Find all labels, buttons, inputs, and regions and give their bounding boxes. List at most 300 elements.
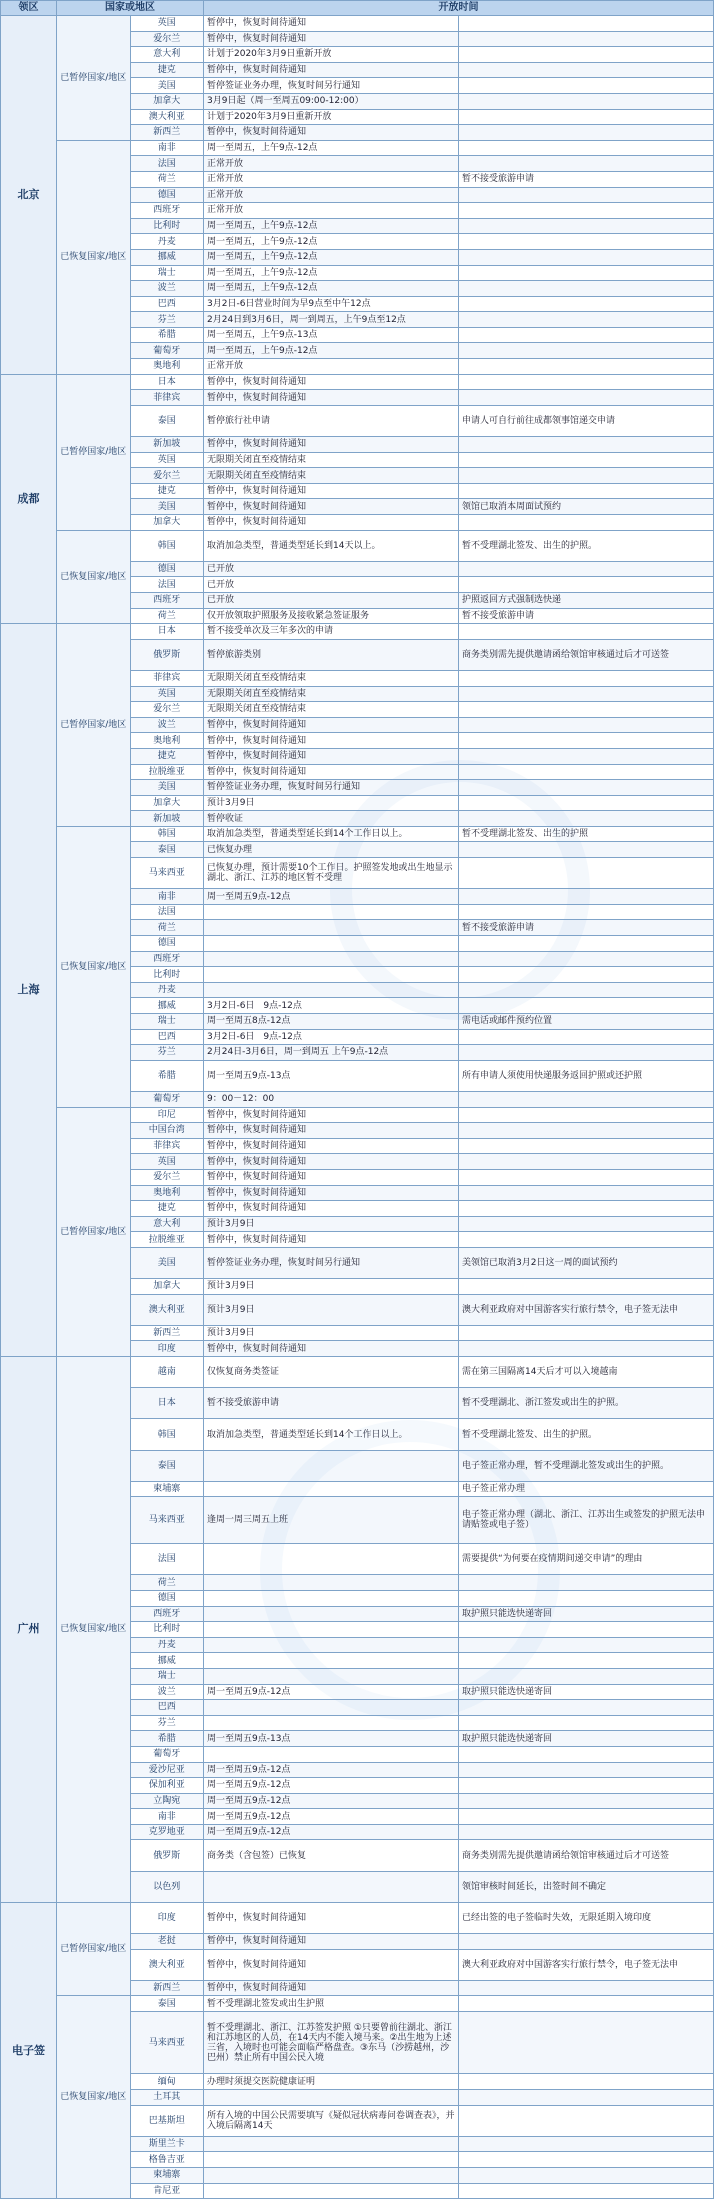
open-time-cell: 暂停签证业务办理，恢复时间另行通知 — [204, 1247, 459, 1278]
note-cell — [459, 62, 714, 78]
note-cell — [459, 483, 714, 499]
note-cell: 取护照只能选快递寄回 — [459, 1684, 714, 1700]
open-time-cell: 计划于2020年3月9日重新开放 — [204, 109, 459, 125]
country-cell: 希腊 — [130, 1060, 204, 1091]
note-cell — [459, 842, 714, 858]
status-group-cell: 已暂停国家/地区 — [57, 1107, 131, 1357]
open-time-cell: 预计3月9日 — [204, 795, 459, 811]
note-cell: 电子签正常办理（湖北、浙江、江苏出生或签发的护照无法申请贴签或电子签） — [459, 1497, 714, 1544]
note-cell — [459, 281, 714, 297]
country-cell: 韩国 — [130, 1419, 204, 1450]
open-time-cell: 暂停中，恢复时间待通知 — [204, 1934, 459, 1950]
open-time-cell: 暂停中，恢复时间待通知 — [204, 390, 459, 406]
open-time-cell: 周一至周五8点-12点 — [204, 1014, 459, 1030]
open-time-cell — [204, 2183, 459, 2199]
note-cell — [459, 889, 714, 905]
open-time-cell — [204, 1700, 459, 1716]
open-time-cell: 周一至周五，上午9点-12点 — [204, 234, 459, 250]
country-cell: 丹麦 — [130, 1637, 204, 1653]
open-time-cell: 暂停签证业务办理，恢复时间另行通知 — [204, 78, 459, 94]
country-cell: 英国 — [130, 452, 204, 468]
note-cell — [459, 967, 714, 983]
country-cell: 英国 — [130, 16, 204, 32]
open-time-cell: 周一至周五，上午9点-12点 — [204, 249, 459, 265]
country-cell: 菲律宾 — [130, 670, 204, 686]
note-cell — [459, 93, 714, 109]
note-cell — [459, 748, 714, 764]
open-time-cell: 周一至周五9点-12点 — [204, 1824, 459, 1840]
note-cell — [459, 296, 714, 312]
country-cell: 南非 — [130, 889, 204, 905]
open-time-cell: 取消加急类型，普通类型延长到14个工作日以上。 — [204, 1419, 459, 1450]
country-cell: 奥地利 — [130, 1185, 204, 1201]
open-time-cell — [204, 1590, 459, 1606]
country-cell: 肯尼亚 — [130, 2183, 204, 2199]
country-cell: 南非 — [130, 140, 204, 156]
country-cell: 斯里兰卡 — [130, 2136, 204, 2152]
country-cell: 挪威 — [130, 998, 204, 1014]
open-time-cell — [204, 2090, 459, 2106]
status-group-cell: 已暂停国家/地区 — [57, 1902, 131, 1996]
open-time-cell: 无限期关闭直至疫情结束 — [204, 452, 459, 468]
note-cell: 护照返回方式强制选快递 — [459, 592, 714, 608]
open-time-cell: 暂不接受旅游申请 — [204, 1388, 459, 1419]
open-time-cell: 商务类（含包签）已恢复 — [204, 1840, 459, 1871]
region-cell: 成都 — [1, 374, 57, 624]
open-time-cell: 暂停中，恢复时间待通知 — [204, 437, 459, 453]
country-cell: 新西兰 — [130, 1980, 204, 1996]
open-time-cell: 无限期关闭直至疫情结束 — [204, 670, 459, 686]
country-cell: 比利时 — [130, 1622, 204, 1638]
note-cell — [459, 1996, 714, 2012]
status-group-cell: 已暂停国家/地区 — [57, 16, 131, 141]
country-cell: 德国 — [130, 1590, 204, 1606]
open-time-cell: 已开放 — [204, 561, 459, 577]
country-cell: 希腊 — [130, 327, 204, 343]
country-cell: 菲律宾 — [130, 1138, 204, 1154]
note-cell: 暂不受理湖北签发、出生的护照。 — [459, 530, 714, 561]
note-cell — [459, 1325, 714, 1341]
status-group-cell: 已恢复国家/地区 — [57, 140, 131, 374]
note-cell — [459, 936, 714, 952]
note-cell — [459, 1107, 714, 1123]
country-cell: 柬埔寨 — [130, 2167, 204, 2183]
open-time-cell: 周一至周五9点-12点 — [204, 1778, 459, 1794]
note-cell — [459, 187, 714, 203]
open-time-cell: 暂停中，恢复时间待通知 — [204, 748, 459, 764]
open-time-cell: 暂停中，恢复时间待通知 — [204, 764, 459, 780]
open-time-cell: 周一至周五，上午9点-12点 — [204, 265, 459, 281]
country-cell: 奥地利 — [130, 733, 204, 749]
note-cell — [459, 1154, 714, 1170]
note-cell — [459, 1622, 714, 1638]
country-cell: 西班牙 — [130, 203, 204, 219]
country-cell: 芬兰 — [130, 312, 204, 328]
country-cell: 中国台湾 — [130, 1123, 204, 1139]
note-cell — [459, 16, 714, 32]
open-time-cell: 已恢复办理 — [204, 842, 459, 858]
open-time-cell: 3月9日起（周一至周五09:00-12:00） — [204, 93, 459, 109]
note-cell — [459, 904, 714, 920]
open-time-cell: 暂停中，恢复时间待通知 — [204, 483, 459, 499]
open-time-cell: 办理时须提交医院健康证明 — [204, 2074, 459, 2090]
open-time-cell: 暂停中，恢复时间待通知 — [204, 1154, 459, 1170]
country-cell: 爱尔兰 — [130, 702, 204, 718]
table-row — [1, 1996, 714, 2012]
country-cell: 印度 — [130, 1902, 204, 1933]
country-cell: 波兰 — [130, 281, 204, 297]
country-cell: 美国 — [130, 78, 204, 94]
open-time-cell: 预计3月9日 — [204, 1216, 459, 1232]
country-cell: 印度 — [130, 1341, 204, 1357]
open-time-cell: 正常开放 — [204, 156, 459, 172]
note-cell: 取护照只能选快递寄回 — [459, 1731, 714, 1747]
note-cell: 暂不受理湖北签发、出生的护照 — [459, 826, 714, 842]
country-cell: 日本 — [130, 1388, 204, 1419]
country-cell: 澳大利亚 — [130, 109, 204, 125]
country-cell: 波兰 — [130, 717, 204, 733]
note-cell: 电子签正常办理 — [459, 1481, 714, 1497]
note-cell: 需电话或邮件预约位置 — [459, 1014, 714, 1030]
open-time-cell: 取消加急类型，普通类型延长到14个工作日以上。 — [204, 826, 459, 842]
country-cell: 加拿大 — [130, 515, 204, 531]
note-cell: 商务类别需先提供邀请函给领馆审核通过后才可送签 — [459, 1840, 714, 1871]
open-time-cell — [204, 967, 459, 983]
open-time-cell: 2月24日到3月6日，周一到周五，上午9点至12点 — [204, 312, 459, 328]
note-cell: 申请人可自行前往成都领事馆递交申请 — [459, 405, 714, 436]
open-time-cell — [204, 1481, 459, 1497]
country-cell: 巴基斯坦 — [130, 2105, 204, 2136]
note-cell — [459, 1762, 714, 1778]
open-time-cell: 暂不受理湖北签发或出生护照 — [204, 1996, 459, 2012]
note-cell — [459, 156, 714, 172]
country-cell: 荷兰 — [130, 920, 204, 936]
country-cell: 加拿大 — [130, 795, 204, 811]
note-cell — [459, 343, 714, 359]
open-time-cell: 取消加急类型，普通类型延长到14天以上。 — [204, 530, 459, 561]
note-cell: 澳大利亚政府对中国游客实行旅行禁令，电子签无法申 — [459, 1294, 714, 1325]
country-cell: 葡萄牙 — [130, 1091, 204, 1107]
open-time-cell: 暂停中，恢复时间待通知 — [204, 374, 459, 390]
note-cell: 所有申请人须使用快递服务返回护照或还护照 — [459, 1060, 714, 1091]
open-time-cell: 暂停中，恢复时间待通知 — [204, 125, 459, 141]
open-time-cell: 暂停中，恢复时间待通知 — [204, 1138, 459, 1154]
country-cell: 爱沙尼亚 — [130, 1762, 204, 1778]
open-time-cell — [204, 1606, 459, 1622]
open-time-cell: 周一至周五9点-12点 — [204, 1809, 459, 1825]
note-cell — [459, 1668, 714, 1684]
open-time-cell: 9：00－12：00 — [204, 1091, 459, 1107]
open-time-cell: 暂停中，恢复时间待通知 — [204, 62, 459, 78]
note-cell — [459, 140, 714, 156]
note-cell — [459, 125, 714, 141]
open-time-cell: 已开放 — [204, 577, 459, 593]
note-cell — [459, 1279, 714, 1295]
note-cell — [459, 1980, 714, 1996]
country-cell: 缅甸 — [130, 2074, 204, 2090]
note-cell — [459, 1934, 714, 1950]
open-time-cell: 暂停中，恢复时间待通知 — [204, 515, 459, 531]
country-cell: 丹麦 — [130, 234, 204, 250]
note-cell: 取护照只能选快递寄回 — [459, 1606, 714, 1622]
table-body — [1, 16, 714, 2199]
open-time-cell — [204, 1653, 459, 1669]
header-country: 国家或地区 — [57, 1, 204, 16]
note-cell — [459, 811, 714, 827]
country-cell: 瑞士 — [130, 1668, 204, 1684]
country-cell: 意大利 — [130, 47, 204, 63]
country-cell: 马来西亚 — [130, 1497, 204, 1544]
open-time-cell: 暂不受理湖北、浙江、江苏签发护照 ①只要曾前往湖北、浙江和江苏地区的人员，在14天内不能入境马来。②出生地为上述三省，入境时也可能会面临严格盘查。③东马（沙捞越州，沙巴州）禁止所有中国公民入境 — [204, 2012, 459, 2074]
country-cell: 新加坡 — [130, 811, 204, 827]
country-cell: 马来西亚 — [130, 858, 204, 889]
note-cell: 领馆审核时间延长，出签时间不确定 — [459, 1871, 714, 1902]
open-time-cell: 无限期关闭直至疫情结束 — [204, 468, 459, 484]
note-cell — [459, 1045, 714, 1061]
note-cell — [459, 1201, 714, 1217]
country-cell: 英国 — [130, 686, 204, 702]
open-time-cell: 仅开放领取护照服务及接收紧急签证服务 — [204, 608, 459, 624]
country-cell: 比利时 — [130, 218, 204, 234]
country-cell: 新加坡 — [130, 437, 204, 453]
status-group-cell: 已暂停国家/地区 — [57, 624, 131, 827]
open-time-cell: 暂停中，恢复时间待通知 — [204, 1107, 459, 1123]
open-time-cell: 暂不接受单次及三年多次的申请 — [204, 624, 459, 640]
open-time-cell: 暂停中，恢复时间待通知 — [204, 717, 459, 733]
open-time-cell: 周一至周五，上午9点-12点 — [204, 281, 459, 297]
note-cell — [459, 624, 714, 640]
country-cell: 法国 — [130, 904, 204, 920]
region-cell: 上海 — [1, 624, 57, 1357]
note-cell — [459, 2105, 714, 2136]
country-cell: 瑞士 — [130, 1014, 204, 1030]
table-row — [1, 624, 714, 640]
note-cell — [459, 2136, 714, 2152]
open-time-cell: 周一至周五9点-12点 — [204, 889, 459, 905]
country-cell: 越南 — [130, 1357, 204, 1388]
open-time-cell — [204, 1575, 459, 1591]
open-time-cell: 3月2日-6日营业时间为早9点至中午12点 — [204, 296, 459, 312]
note-cell — [459, 2167, 714, 2183]
open-time-cell: 周一至周五9点-12点 — [204, 1762, 459, 1778]
open-time-cell: 暂停签证业务办理，恢复时间另行通知 — [204, 780, 459, 796]
open-time-cell: 逢周一周三周五上班 — [204, 1497, 459, 1544]
country-cell: 西班牙 — [130, 592, 204, 608]
open-time-cell — [204, 2136, 459, 2152]
country-cell: 加拿大 — [130, 1279, 204, 1295]
table-row — [1, 374, 714, 390]
open-time-cell: 暂停中，恢复时间待通知 — [204, 1341, 459, 1357]
open-time-cell: 暂停中，恢复时间待通知 — [204, 499, 459, 515]
country-cell: 德国 — [130, 187, 204, 203]
country-cell: 美国 — [130, 499, 204, 515]
open-time-cell: 周一至周五9点-13点 — [204, 1060, 459, 1091]
country-cell: 保加利亚 — [130, 1778, 204, 1794]
open-time-cell: 预计3月9日 — [204, 1325, 459, 1341]
open-time-cell: 2月24日-3月6日，周一到周五 上午9点-12点 — [204, 1045, 459, 1061]
note-cell — [459, 670, 714, 686]
note-cell — [459, 1138, 714, 1154]
note-cell: 美领馆已取消3月2日这一周的面试预约 — [459, 1247, 714, 1278]
country-cell: 马来西亚 — [130, 2012, 204, 2074]
country-cell: 泰国 — [130, 1450, 204, 1481]
country-cell: 韩国 — [130, 530, 204, 561]
country-cell: 克罗地亚 — [130, 1824, 204, 1840]
open-time-cell: 正常开放 — [204, 359, 459, 375]
note-cell — [459, 234, 714, 250]
note-cell: 电子签正常办理，暂不受理湖北签发或出生的护照。 — [459, 1450, 714, 1481]
open-time-cell — [204, 1871, 459, 1902]
country-cell: 巴西 — [130, 1029, 204, 1045]
note-cell — [459, 1232, 714, 1248]
note-cell: 暂不受理湖北签发、出生的护照。 — [459, 1419, 714, 1450]
open-time-cell: 仅恢复商务类签证 — [204, 1357, 459, 1388]
country-cell: 拉脱维亚 — [130, 764, 204, 780]
open-time-cell: 暂停收证 — [204, 811, 459, 827]
note-cell — [459, 733, 714, 749]
open-time-cell — [204, 2152, 459, 2168]
note-cell — [459, 203, 714, 219]
note-cell: 暂不受理湖北、浙江签发或出生的护照。 — [459, 1388, 714, 1419]
country-cell: 韩国 — [130, 826, 204, 842]
open-time-cell — [204, 982, 459, 998]
country-cell: 新西兰 — [130, 1325, 204, 1341]
note-cell — [459, 998, 714, 1014]
note-cell — [459, 78, 714, 94]
region-cell: 广州 — [1, 1357, 57, 1903]
note-cell: 领馆已取消本周面试预约 — [459, 499, 714, 515]
country-cell: 拉脱维亚 — [130, 1232, 204, 1248]
country-cell: 泰国 — [130, 405, 204, 436]
open-time-cell — [204, 1637, 459, 1653]
open-time-cell: 暂停中，恢复时间待通知 — [204, 1185, 459, 1201]
country-cell: 以色列 — [130, 1871, 204, 1902]
country-cell: 爱尔兰 — [130, 1169, 204, 1185]
open-time-cell: 周一至周五，上午9点-12点 — [204, 343, 459, 359]
open-time-cell: 所有入境的中国公民需要填写《疑似冠状病毒问卷调查表》，并入境后隔离14天 — [204, 2105, 459, 2136]
note-cell — [459, 327, 714, 343]
note-cell — [459, 561, 714, 577]
open-time-cell: 周一至周五，上午9点-12点 — [204, 218, 459, 234]
note-cell — [459, 2012, 714, 2074]
note-cell — [459, 1185, 714, 1201]
note-cell — [459, 47, 714, 63]
note-cell — [459, 1746, 714, 1762]
note-cell — [459, 265, 714, 281]
open-time-cell: 暂停中，恢复时间待通知 — [204, 1980, 459, 1996]
note-cell — [459, 577, 714, 593]
open-time-cell — [204, 1715, 459, 1731]
table-row — [1, 16, 714, 32]
region-cell: 电子签 — [1, 1902, 57, 2198]
note-cell — [459, 1169, 714, 1185]
header-row — [1, 1, 714, 16]
country-cell: 芬兰 — [130, 1045, 204, 1061]
country-cell: 美国 — [130, 780, 204, 796]
country-cell: 老挝 — [130, 1934, 204, 1950]
note-cell — [459, 764, 714, 780]
open-time-cell — [204, 951, 459, 967]
country-cell: 立陶宛 — [130, 1793, 204, 1809]
note-cell — [459, 1809, 714, 1825]
note-cell — [459, 312, 714, 328]
table-row — [1, 1357, 714, 1388]
country-cell: 波兰 — [130, 1684, 204, 1700]
open-time-cell: 正常开放 — [204, 203, 459, 219]
country-cell: 捷克 — [130, 748, 204, 764]
table-row — [1, 530, 714, 561]
open-time-cell — [204, 936, 459, 952]
note-cell — [459, 1824, 714, 1840]
note-cell — [459, 390, 714, 406]
note-cell: 澳大利亚政府对中国游客实行旅行禁令，电子签无法申 — [459, 1949, 714, 1980]
open-time-cell: 3月2日-6日 9点-12点 — [204, 1029, 459, 1045]
note-cell — [459, 1091, 714, 1107]
table-row — [1, 826, 714, 842]
note-cell — [459, 1793, 714, 1809]
note-cell: 商务类别需先提供邀请函给领馆审核通过后才可送签 — [459, 639, 714, 670]
note-cell — [459, 1653, 714, 1669]
table-row — [1, 1902, 714, 1933]
note-cell: 已经出签的电子签临时失效，无限延期入境印度 — [459, 1902, 714, 1933]
region-cell: 北京 — [1, 16, 57, 375]
note-cell — [459, 1341, 714, 1357]
open-time-cell — [204, 1668, 459, 1684]
note-cell — [459, 2074, 714, 2090]
open-time-cell: 已恢复办理，预计需要10个工作日。护照签发地或出生地显示湖北、浙江、江苏的地区暂不受理 — [204, 858, 459, 889]
country-cell: 法国 — [130, 1544, 204, 1575]
country-cell: 西班牙 — [130, 951, 204, 967]
open-time-cell — [204, 2167, 459, 2183]
country-cell: 爱尔兰 — [130, 31, 204, 47]
country-cell: 丹麦 — [130, 982, 204, 998]
note-cell — [459, 218, 714, 234]
note-cell — [459, 2183, 714, 2199]
note-cell — [459, 1590, 714, 1606]
open-time-cell: 暂停中，恢复时间待通知 — [204, 733, 459, 749]
country-cell: 美国 — [130, 1247, 204, 1278]
note-cell — [459, 982, 714, 998]
country-cell: 希腊 — [130, 1731, 204, 1747]
country-cell: 法国 — [130, 156, 204, 172]
status-group-cell: 已暂停国家/地区 — [57, 374, 131, 530]
country-cell: 瑞士 — [130, 265, 204, 281]
country-cell: 法国 — [130, 577, 204, 593]
country-cell: 西班牙 — [130, 1606, 204, 1622]
note-cell — [459, 452, 714, 468]
note-cell — [459, 2152, 714, 2168]
country-cell: 巴西 — [130, 296, 204, 312]
country-cell: 芬兰 — [130, 1715, 204, 1731]
country-cell: 日本 — [130, 624, 204, 640]
note-cell — [459, 1715, 714, 1731]
table-row — [1, 140, 714, 156]
country-cell: 爱尔兰 — [130, 468, 204, 484]
open-time-cell: 周一至周五，上午9点-12点 — [204, 140, 459, 156]
country-cell: 比利时 — [130, 967, 204, 983]
open-time-cell: 无限期关闭直至疫情结束 — [204, 702, 459, 718]
note-cell — [459, 1029, 714, 1045]
note-cell — [459, 31, 714, 47]
open-time-cell — [204, 920, 459, 936]
country-cell: 德国 — [130, 936, 204, 952]
status-group-cell: 已恢复国家/地区 — [57, 530, 131, 624]
note-cell: 暂不接受旅游申请 — [459, 920, 714, 936]
status-group-cell: 已恢复国家/地区 — [57, 1357, 131, 1903]
note-cell — [459, 109, 714, 125]
country-cell: 泰国 — [130, 842, 204, 858]
open-time-cell: 暂停旅行社申请 — [204, 405, 459, 436]
